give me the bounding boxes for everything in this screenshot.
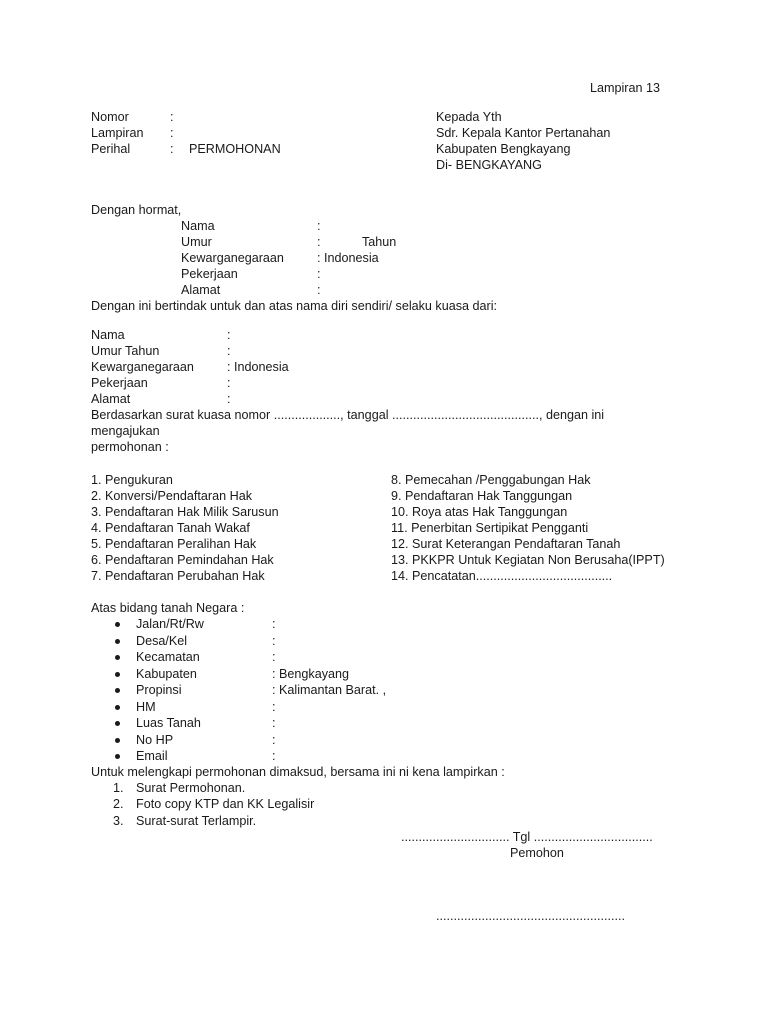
field-label: Kecamatan <box>136 650 200 664</box>
request-option: 9. Pendaftaran Hak Tanggungan <box>391 489 573 503</box>
field-value: : <box>317 267 321 281</box>
place-date-line: ............................... Tgl .................................. <box>401 830 653 844</box>
field-label: Email <box>136 749 168 763</box>
field-label: Jalan/Rt/Rw <box>136 617 204 631</box>
age-unit: Tahun <box>362 235 397 249</box>
land-intro: Atas bidang tanah Negara : <box>91 601 245 615</box>
signature-line: ...................................................... <box>436 909 625 923</box>
field-value: : Indonesia <box>227 360 289 374</box>
field-label: Nama <box>181 219 215 233</box>
land-row <box>115 748 515 764</box>
signer-label: Pemohon <box>510 846 564 860</box>
field-label: Alamat <box>91 392 131 406</box>
request-option: 14. Pencatatan....................................... <box>391 569 613 583</box>
field-value: : <box>317 219 321 233</box>
field-label: Umur Tahun <box>91 344 160 358</box>
request-option: 11. Penerbitan Sertipikat Pengganti <box>391 521 589 535</box>
meta-label: Lampiran <box>91 126 144 140</box>
field-label: Kewarganegaraan <box>91 360 194 374</box>
attachments-intro: Untuk melengkapi permohonan dimaksud, bersama ini ni kena lampirkan : <box>91 765 505 779</box>
recipient-line: Di- BENGKAYANG <box>436 158 542 172</box>
item-number: 1. <box>113 781 124 795</box>
poa-line: Berdasarkan surat kuasa nomor ..................., tanggal .........................................., dengan ini <box>91 408 605 422</box>
field-value: : <box>227 344 231 358</box>
field-label: Propinsi <box>136 683 182 697</box>
field-label: Pekerjaan <box>181 267 238 281</box>
bullet-icon <box>115 655 120 660</box>
poa-line: permohonan : <box>91 440 169 454</box>
field-value: : <box>272 700 276 714</box>
attachment-item <box>113 813 513 829</box>
bullet-icon <box>115 622 120 627</box>
field-value: : <box>272 749 276 763</box>
field-label: Kewarganegaraan <box>181 251 284 265</box>
field-value: : Bengkayang <box>272 667 350 681</box>
bullet-icon <box>115 721 120 726</box>
bullet-icon <box>115 639 120 644</box>
request-option: 8. Pemecahan /Penggabungan Hak <box>391 473 591 487</box>
acting-statement: Dengan ini bertindak untuk dan atas nama diri sendiri/ selaku kuasa dari: <box>91 299 498 313</box>
bullet-icon <box>115 754 120 759</box>
field-label: Pekerjaan <box>91 376 148 390</box>
bullet-icon <box>115 738 120 743</box>
item-text: Surat Permohonan. <box>136 781 246 795</box>
meta-label: Nomor <box>91 110 129 124</box>
item-number: 3. <box>113 814 124 828</box>
field-label: Umur <box>181 235 212 249</box>
request-option: 2. Konversi/Pendaftaran Hak <box>91 489 253 503</box>
meta-sep: : <box>170 142 174 156</box>
recipient-line: Kabupaten Bengkayang <box>436 142 571 156</box>
field-value: : Kalimantan Barat. , <box>272 683 387 697</box>
request-option: 13. PKKPR Untuk Kegiatan Non Berusaha(IPPT) <box>391 553 665 567</box>
field-label: Alamat <box>181 283 221 297</box>
field-value: : <box>272 617 276 631</box>
request-option: 12. Surat Keterangan Pendaftaran Tanah <box>391 537 621 551</box>
field-value: : <box>272 650 276 664</box>
recipient-line: Sdr. Kepala Kantor Pertanahan <box>436 126 611 140</box>
field-value: : <box>317 283 321 297</box>
land-row <box>115 633 515 649</box>
field-label: HM <box>136 700 156 714</box>
land-row <box>115 616 515 632</box>
attachment-item <box>113 780 513 796</box>
request-option: 10. Roya atas Hak Tanggungan <box>391 505 568 519</box>
field-value: : <box>272 733 276 747</box>
recipient-line: Kepada Yth <box>436 110 502 124</box>
request-option: 3. Pendaftaran Hak Milik Sarusun <box>91 505 279 519</box>
bullet-icon <box>115 672 120 677</box>
land-row <box>115 666 515 682</box>
meta-sep: : <box>170 110 174 124</box>
field-value: : <box>272 716 276 730</box>
meta-value: PERMOHONAN <box>189 142 281 156</box>
field-label: Luas Tanah <box>136 716 201 730</box>
poa-line: mengajukan <box>91 424 160 438</box>
bullet-icon <box>115 705 120 710</box>
field-label: Nama <box>91 328 125 342</box>
attachment-number: Lampiran 13 <box>590 81 661 95</box>
item-text: Foto copy KTP dan KK Legalisir <box>136 797 315 811</box>
field-label: Desa/Kel <box>136 634 188 648</box>
request-option: 5. Pendaftaran Peralihan Hak <box>91 537 257 551</box>
item-number: 2. <box>113 797 124 811</box>
request-option: 4. Pendaftaran Tanah Wakaf <box>91 521 250 535</box>
attachment-item <box>113 796 513 812</box>
field-value: : <box>272 634 276 648</box>
field-label: Kabupaten <box>136 667 197 681</box>
request-option: 6. Pendaftaran Pemindahan Hak <box>91 553 274 567</box>
land-row <box>115 715 515 731</box>
request-option: 7. Pendaftaran Perubahan Hak <box>91 569 265 583</box>
meta-sep: : <box>170 126 174 140</box>
land-row <box>115 682 515 698</box>
field-value: : Indonesia <box>317 251 379 265</box>
field-value: : <box>317 235 321 249</box>
land-row <box>115 649 515 665</box>
land-row <box>115 699 515 715</box>
field-label: No HP <box>136 733 174 747</box>
land-row <box>115 732 515 748</box>
bullet-icon <box>115 688 120 693</box>
salutation: Dengan hormat, <box>91 203 182 217</box>
item-text: Surat-surat Terlampir. <box>136 814 257 828</box>
field-value: : <box>227 392 231 406</box>
request-option: 1. Pengukuran <box>91 473 173 487</box>
field-value: : <box>227 328 231 342</box>
field-value: : <box>227 376 231 390</box>
meta-label: Perihal <box>91 142 131 156</box>
